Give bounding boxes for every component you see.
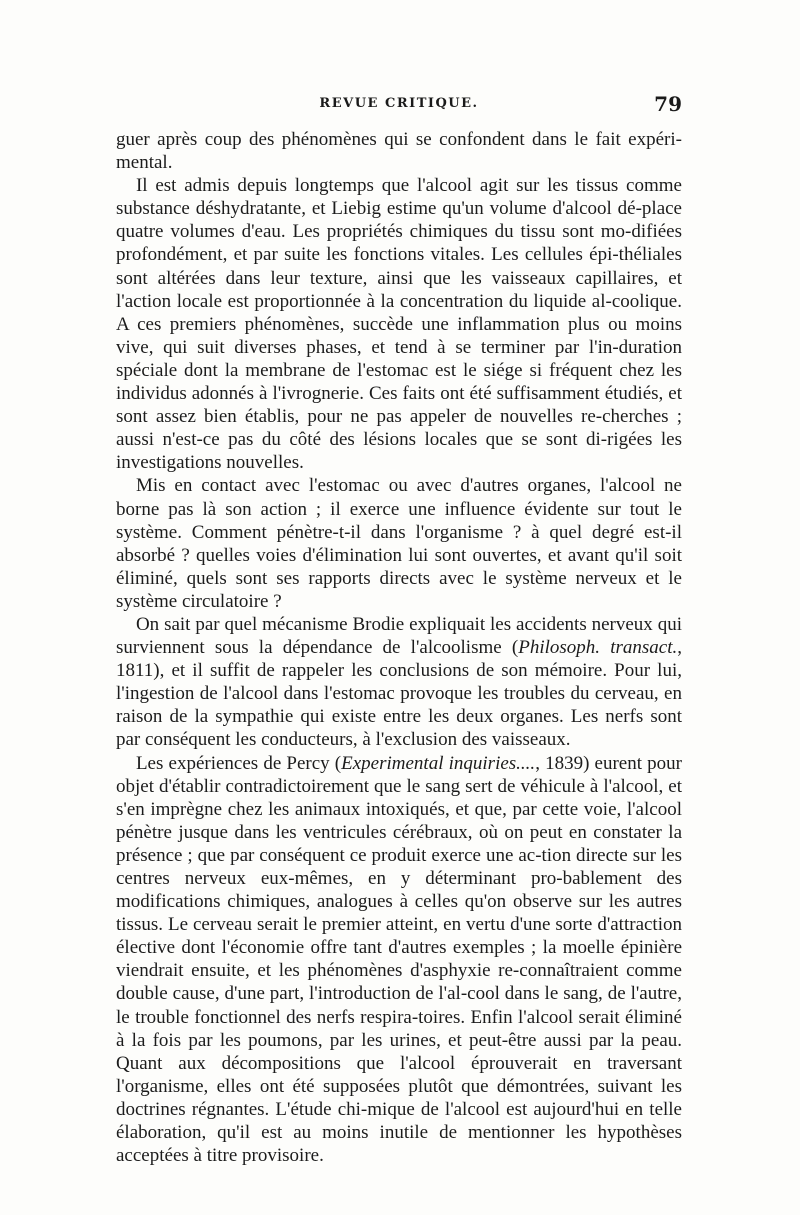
paragraph-4	[116, 613, 682, 752]
page-header	[116, 92, 682, 122]
paragraph-4-text-b: , 1811), et il suffit de rappeler les conclusions de son mémoire. Pour lui, l'ingestion de l'alcool dans l'estomac provoque les troubles du cerveau, en raison de la sympathie qui existe entre les deux organes. Les nerfs sont par conséquent les conducteurs, à l'exclusion des vaisseaux.	[116, 637, 682, 751]
running-title: REVUE CRITIQUE.	[319, 96, 479, 111]
paragraph-5	[116, 752, 682, 1168]
paragraph-1: guer après coup des phénomènes qui se confondent dans le fait expéri-mental.	[116, 129, 682, 174]
paragraph-3: Mis en contact avec l'estomac ou avec d'autres organes, l'alcool ne borne pas là son action ; il exerce une influence évidente sur tout le système. Comment pénètre-t-il dans l'organisme ? à quel degré est-il absorbé ? quelles voies d'élimination lui sont ouvertes, et avant qu'il soit éliminé, quels sont ses rapports directs avec le système nerveux et le système circulatoire ?	[116, 475, 682, 612]
paragraph-5-text-a: Les expériences de Percy (	[135, 752, 342, 774]
paragraph-5-text-b: , 1839) eurent pour objet d'établir contradictoirement que le sang sert de véhicule à l'alcool, et s'en imprègne chez les animaux intoxiqués, et que, par cette voie, l'alcool pénètre jusque dans les ventricules cérébraux, où on peut en constater la présence ; que par conséquent ce produit exerce une ac-tion directe sur les centres nerveux eux-mêmes, en y déterminant pro-bablement des modifications chimiques, analogues à celles qu'on observe sur les autres tissus. Le cerveau serait le premier atteint, en vertu d'une sorte d'attraction élective dont l'économie offre tant d'autres exemples ; la moelle épinière viendrait ensuite, et les phénomènes d'asphyxie re-connaîtraient comme double cause, d'une part, l'introduction de l'al-cool dans le sang, de l'autre, le trouble fonctionnel des nerfs respira-toires. Enfin l'alcool serait éliminé à la fois par les poumons, par les urines, et peut-être aussi par la peau. Quant aux décompositions que l'alcool éprouverait en traversant l'organisme, elles ont été supposées plutôt que démontrées, suivant les doctrines régnantes. L'étude chi-mique de l'alcool est aujourd'hui en telle élaboration, qu'il est au moins inutile de mentionner les hypothèses acceptées à titre provisoire.	[116, 752, 682, 1167]
paragraph-4-text-a: On sait par quel mécanisme Brodie expliquait les accidents nerveux qui surviennent sous la dépendance de l'alcoolisme (	[116, 613, 682, 659]
citation-brodie: Philosoph. transact.	[518, 637, 678, 659]
page-number: 79	[654, 92, 682, 116]
body-text	[116, 128, 682, 1167]
paragraph-2: Il est admis depuis longtemps que l'alcool agit sur les tissus comme substance déshydratante, et Liebig estime qu'un volume d'alcool dé-place quatre volumes d'eau. Les propriétés chimiques du tissu sont mo-difiées profondément, et par suite les fonctions vitales. Les cellules épi-théliales sont altérées dans leur texture, ainsi que les vaisseaux capillaires, et l'action locale est proportionnée à la concentration du liquide al-coolique. A ces premiers phénomènes, succède une inflammation plus ou moins vive, qui suit diverses phases, et tend à se terminer par l'in-duration spéciale dont la membrane de l'estomac est le siége si fréquent chez les individus adonnés à l'ivrognerie. Ces faits ont été suffisamment étudiés, et sont assez bien établis, pour ne pas appeler de nouvelles re-cherches ; aussi n'est-ce pas du côté des lésions locales que se sont di-rigées les investigations nouvelles.	[116, 175, 682, 474]
citation-percy: Experimental inquiries....	[341, 752, 536, 774]
